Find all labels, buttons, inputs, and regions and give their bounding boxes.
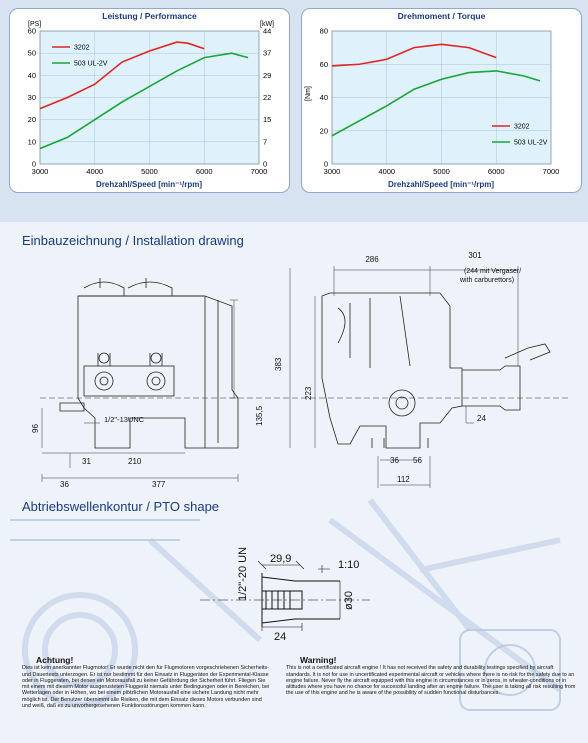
x-tick-label: 5000 [141,167,158,176]
pto-dim-24: 24 [274,631,287,643]
x-tick-label: 3000 [31,167,49,176]
x-tick-label: 3000 [323,167,341,176]
warning-en-text: This is not a certificated aircraft engine ! It has not received the safety and durability testings specified by aircraft standards. It is not for use in uncertificated experimental aircraft or vehicles where there is no risk for the safety due to an engine failure. Never fly the aircraft equipped with this engine in circumstances or in zeros, in wheater-conditions or in altitudes where you have no chance for successful landing after an engine failure. The user is taking all risk resulting from the use of this engine and he is aware of the possibility of sudden functional disturbances. [286,665,576,697]
performance-chart [10,9,289,192]
carb-note-2: with carburettors) [460,277,515,284]
dim-223: 223 [304,386,313,400]
installation-drawing [0,248,588,498]
x-tick-label: 7000 [542,167,560,176]
y-right-tick-label: 44 [263,26,272,36]
dim-210: 210 [128,457,142,466]
performance-chart-panel [9,8,290,193]
dim-135-5: 135,5 [255,405,264,426]
warning-en-title: Warning! [300,655,337,665]
dim-383: 383 [274,357,283,371]
y-tick-label: 40 [27,70,36,80]
y-right-tick-label: 37 [263,48,272,58]
legend-label: 3202 [514,123,530,131]
dim-36-right: 36 [390,456,399,465]
pto-dim-29-9: 29,9 [270,553,292,565]
torque-chart-panel [301,8,582,193]
y-tick-label: 20 [27,115,36,125]
dim-24: 24 [477,414,486,423]
dim-36: 36 [60,480,69,489]
performance-chart-title: Leistung / Performance [102,11,197,21]
warning-en [286,657,576,697]
x-axis-label: Drehzahl/Speed [min⁻¹/rpm] [387,180,495,189]
dim-286: 286 [365,255,379,264]
dim-96: 96 [31,424,40,433]
dim-301: 301 [468,251,482,260]
pto-drawing [0,515,588,655]
x-axis-label: Drehzahl/Speed [min⁻¹/rpm] [95,180,203,189]
y-tick-label: 20 [319,126,328,136]
y-right-tick-label: 22 [263,93,272,102]
legend-label: 3202 [74,44,90,52]
pto-diameter: ø30 [343,591,355,610]
right-unit-label: [kW] [260,21,274,28]
pto-taper: 1:10 [338,559,360,571]
y-tick-label: 30 [27,93,36,102]
pto-title: Abtriebswellenkontur / PTO shape [22,499,220,514]
y-tick-label: 10 [27,137,36,147]
thread-label: 1/2"-13UNC [104,415,145,424]
carb-note-1: (244 mit Vergaser/ [464,268,522,275]
dim-112: 112 [397,475,410,484]
x-tick-label: 4000 [378,167,396,176]
y-right-tick-label: 0 [263,159,268,169]
y-tick-label: 60 [319,59,328,69]
y-right-tick-label: 15 [263,115,272,125]
x-tick-label: 4000 [86,167,104,176]
x-tick-label: 7000 [250,167,268,176]
x-tick-label: 5000 [433,167,450,176]
torque-chart-title: Drehmoment / Torque [397,11,486,21]
dim-31: 31 [82,457,91,466]
y-tick-label: 0 [31,159,36,169]
y-tick-label: 0 [323,159,328,169]
installation-title: Einbauzeichnung / Installation drawing [22,233,244,248]
left-unit-label: [PS] [28,21,42,28]
y-tick-label: 40 [319,93,328,102]
y-right-tick-label: 29 [263,70,272,80]
dim-56: 56 [413,456,422,465]
legend-label: 503 UL-2V [74,60,108,68]
y-right-tick-label: 7 [263,137,268,147]
warning-de-text: Dies ist kein anerkannter Flugmotor! Er wurde nicht den für Flugmotoren vorgeschriebenen Sicherheits- und Dauertests unterzogen. Er ist nur bestimmt für den Einsatz in Fluggeräten der Experimental-Klasse oder in Fluggeraten, bei denen ein Motorausfall zu keiner Gefährdung der Sicherheit führt. Fliegen Sie mit einem mit diesem Motor ausgerusteten Fluggerät niemals unter Bedingungen oder in Bereichen, bei Wetterlagen oder in Höhen, wo bei einem plötzlichen Motorausfall eine sichere Landung nicht mehr möglich ist. Der Benutzer übernimmt alle Risiken, die mit dem Einsatz dieses Motors verbunden sind und weiß, daß es zu unvorhergesehenen Funktionsstörungen kommen kann. [22,665,270,710]
y-tick-label: 60 [27,26,36,36]
dim-377: 377 [152,480,166,489]
legend-label: 503 UL-2V [514,139,548,147]
torque-chart [302,9,581,192]
warning-de-title: Achtung! [36,655,74,665]
y-tick-label: 80 [319,26,328,36]
pto-thread: 1/2"-20 UN [237,546,249,601]
x-tick-label: 6000 [487,167,505,176]
y-unit-label: [Nm] [305,86,312,101]
x-tick-label: 6000 [195,167,213,176]
y-tick-label: 50 [27,48,36,58]
warning-de [22,657,272,709]
